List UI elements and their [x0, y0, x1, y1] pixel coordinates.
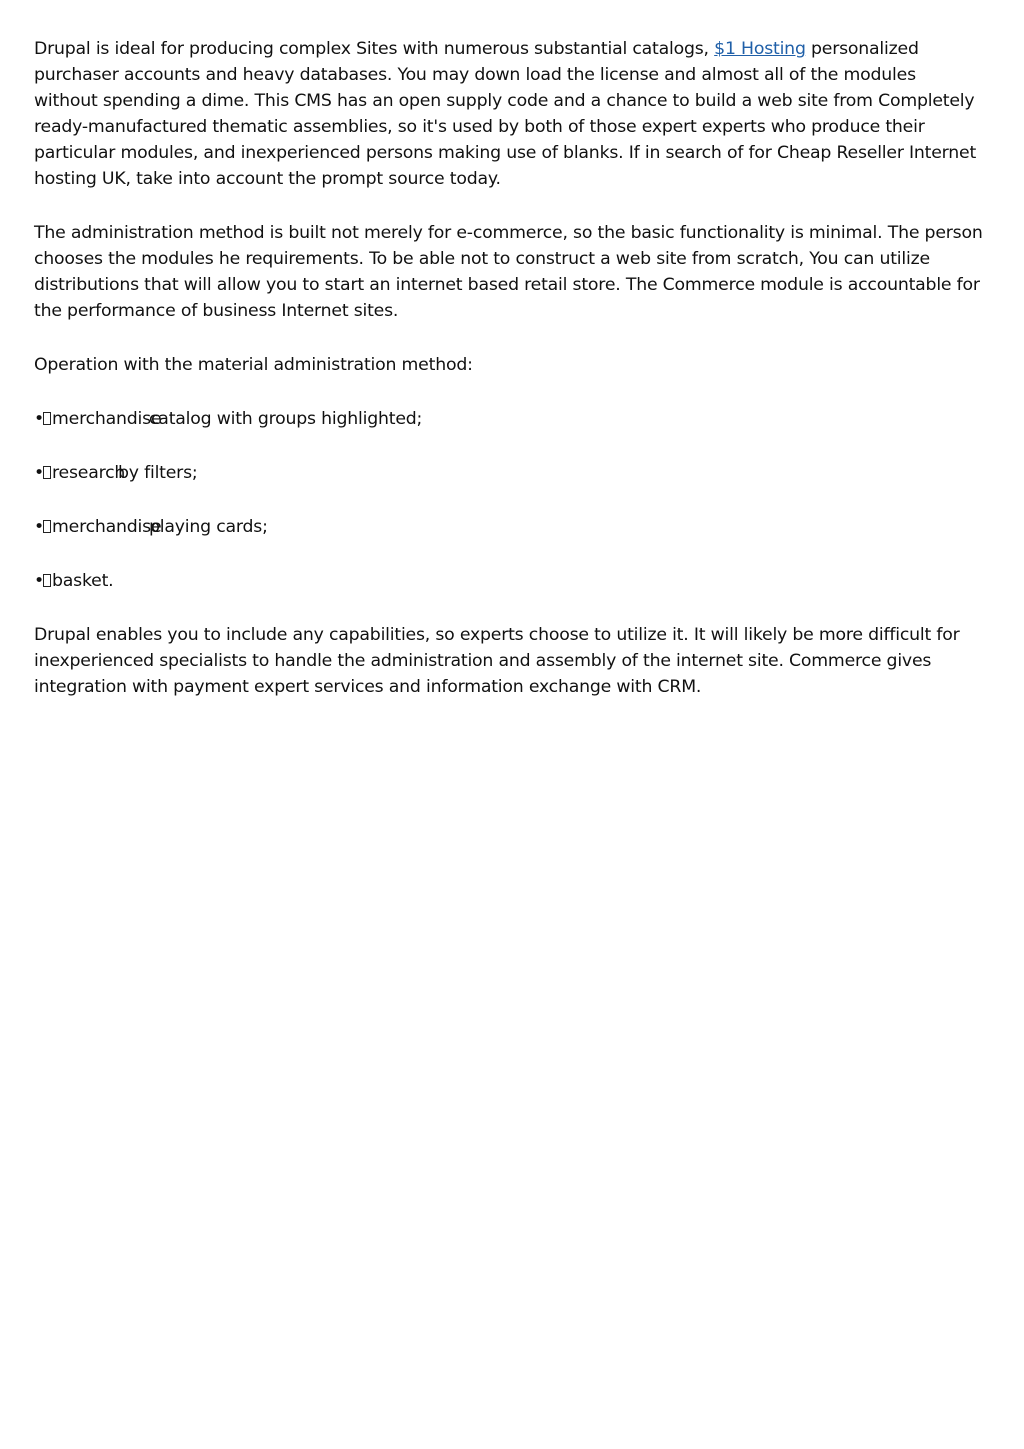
paragraph-operation-heading: Operation with the material administration method: — [34, 355, 473, 375]
list-item-first-word: merchandise — [52, 409, 162, 429]
paragraph-intro — [34, 36, 984, 192]
bullet-marker: • — [34, 571, 44, 591]
missing-glyph-icon — [43, 520, 51, 533]
hosting-link[interactable]: $1 Hosting — [714, 39, 806, 59]
list-item-text: playing cards; — [149, 517, 268, 537]
document-body — [34, 36, 984, 728]
list-item-first-word: merchandise — [52, 517, 162, 537]
list-item — [34, 568, 984, 594]
paragraph-intro-text-start: Drupal is ideal for producing complex Sites with numerous substantial catalogs, — [34, 39, 715, 59]
list-item-text: by filters; — [118, 463, 198, 483]
list-item — [34, 514, 984, 540]
list-item-text: catalog with groups highlighted; — [149, 409, 423, 429]
missing-glyph-icon — [43, 574, 51, 587]
paragraph-intro-text-end: personalized purchaser accounts and heavy databases. You may down load the license and almost all of the modules without spending a dime. This CMS has an open supply code and a chance to build a web site from Completely ready-manufactured thematic assemblies, so it's used by both of those expert experts who produce their particular modules, and inexperienced persons making use of blanks. If in search of for Cheap Reseller Internet hosting UK, take into account the prompt source today. — [34, 39, 977, 189]
bullet-marker: • — [34, 463, 44, 483]
bullet-marker: • — [34, 409, 44, 429]
missing-glyph-icon — [43, 466, 51, 479]
missing-glyph-icon — [43, 412, 51, 425]
paragraph-conclusion: Drupal enables you to include any capabilities, so experts choose to utilize it. It will likely be more difficult for inexperienced specialists to handle the administration and assembly of the internet site. Commerce gives integration with payment expert services and information exchange with CRM. — [34, 625, 960, 697]
paragraph-administration: The administration method is built not merely for e-commerce, so the basic functionality is minimal. The person chooses the modules he requirements. To be able not to construct a web site from scratch, You can utilize distributions that will allow you to start an internet based retail store. The Commerce module is accountable for the performance of business Internet sites. — [34, 223, 983, 321]
list-item-first-word: basket. — [52, 571, 114, 591]
list-item-first-word: research — [52, 463, 126, 483]
list-item — [34, 406, 984, 432]
bullet-marker: • — [34, 517, 44, 537]
list-item — [34, 460, 984, 486]
